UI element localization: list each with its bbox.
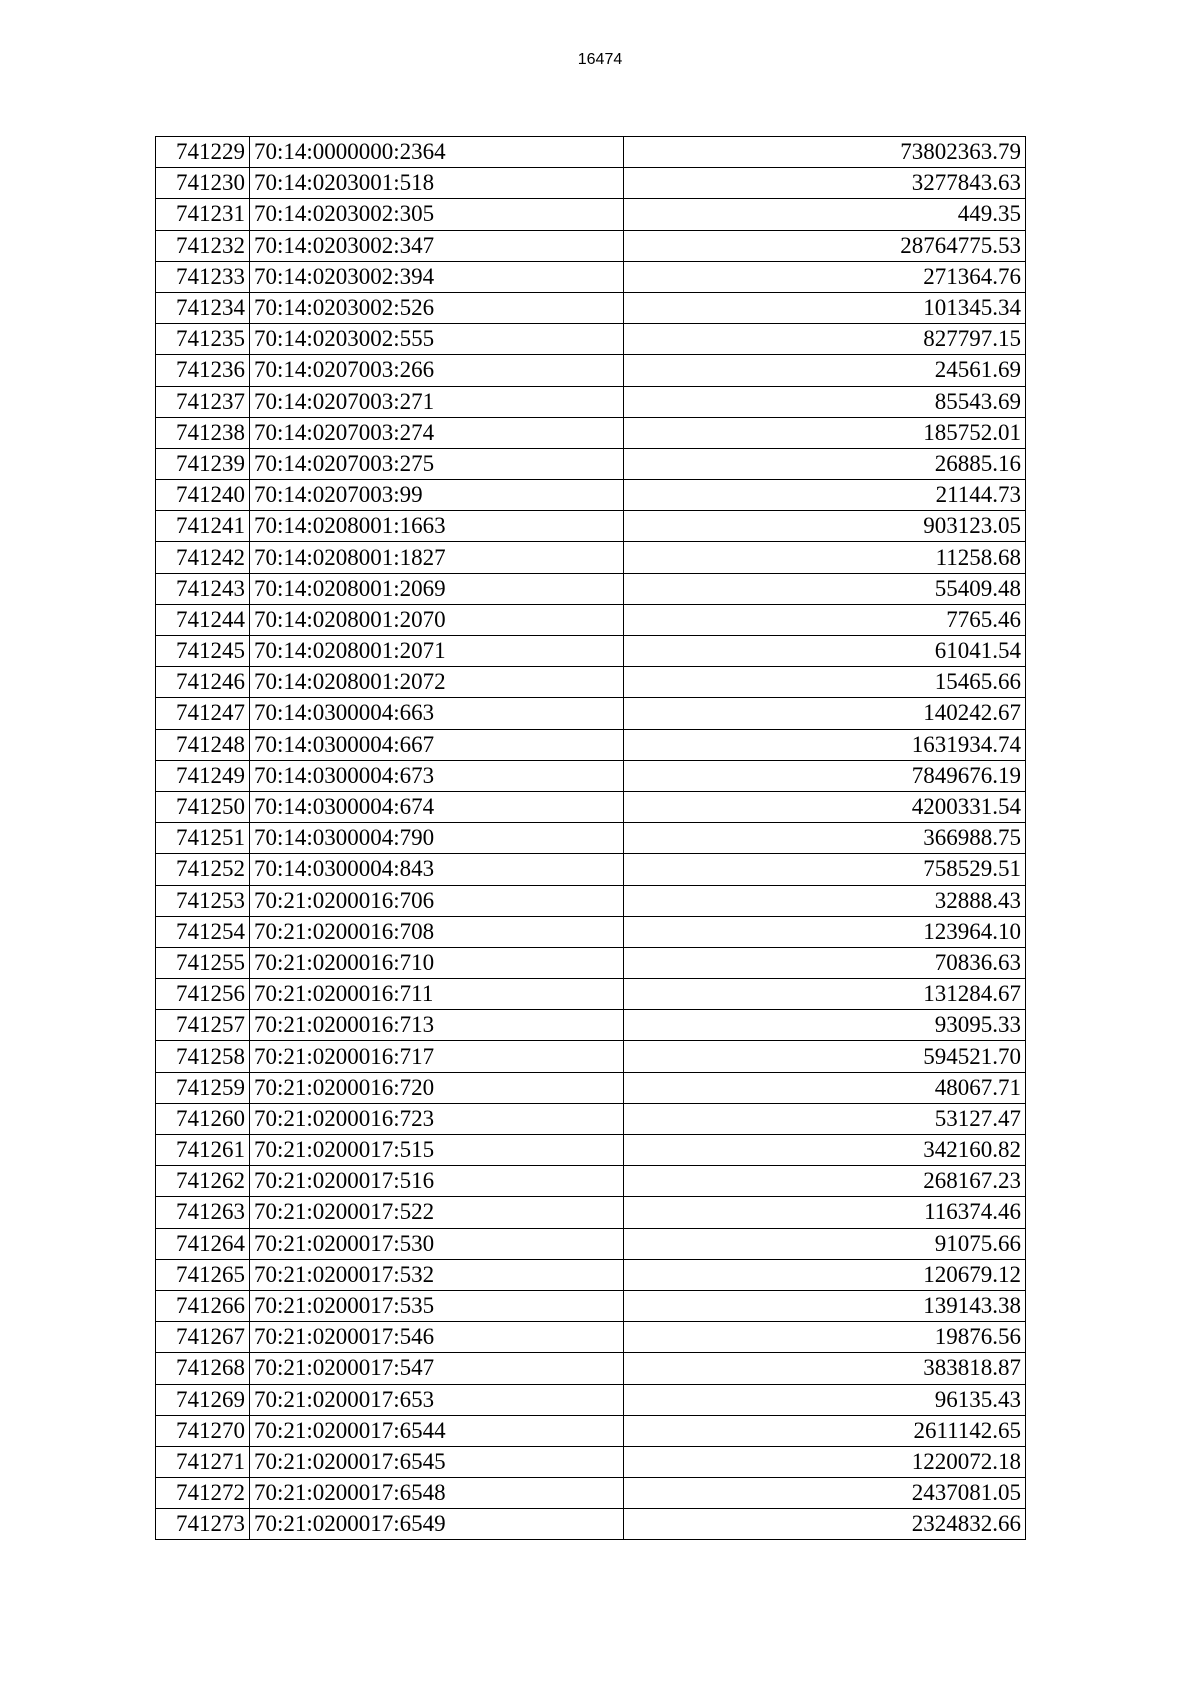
cadastral-value-cell: 93095.33 <box>624 1010 1026 1041</box>
cadastral-number-cell: 70:21:0200017:532 <box>250 1259 624 1290</box>
cadastral-value-cell: 449.35 <box>624 199 1026 230</box>
record-number-cell: 741244 <box>156 604 250 635</box>
record-number-cell: 741249 <box>156 760 250 791</box>
cadastral-value-cell: 131284.67 <box>624 979 1026 1010</box>
cadastral-value-cell: 91075.66 <box>624 1228 1026 1259</box>
cadastral-value-cell: 61041.54 <box>624 636 1026 667</box>
cadastral-value-cell: 7849676.19 <box>624 760 1026 791</box>
table-row <box>156 448 1026 479</box>
record-number-cell: 741265 <box>156 1259 250 1290</box>
cadastral-number-cell: 70:14:0203002:305 <box>250 199 624 230</box>
cadastral-number-cell: 70:14:0203002:526 <box>250 292 624 323</box>
cadastral-number-cell: 70:14:0208001:2070 <box>250 604 624 635</box>
cadastral-number-cell: 70:14:0300004:663 <box>250 698 624 729</box>
cadastral-value-cell: 21144.73 <box>624 480 1026 511</box>
cadastral-value-cell: 101345.34 <box>624 292 1026 323</box>
record-number-cell: 741246 <box>156 667 250 698</box>
cadastral-number-cell: 70:21:0200016:711 <box>250 979 624 1010</box>
record-number-cell: 741241 <box>156 511 250 542</box>
cadastral-number-cell: 70:14:0000000:2364 <box>250 137 624 168</box>
table-row <box>156 1072 1026 1103</box>
cadastral-value-cell: 139143.38 <box>624 1290 1026 1321</box>
record-number-cell: 741260 <box>156 1103 250 1134</box>
cadastral-number-cell: 70:21:0200016:723 <box>250 1103 624 1134</box>
cadastral-number-cell: 70:21:0200016:710 <box>250 947 624 978</box>
table-row <box>156 1290 1026 1321</box>
cadastral-number-cell: 70:21:0200017:530 <box>250 1228 624 1259</box>
cadastral-value-cell: 2437081.05 <box>624 1478 1026 1509</box>
cadastral-number-cell: 70:21:0200017:522 <box>250 1197 624 1228</box>
cadastral-value-cell: 4200331.54 <box>624 791 1026 822</box>
record-number-cell: 741239 <box>156 448 250 479</box>
cadastral-value-cell: 15465.66 <box>624 667 1026 698</box>
cadastral-number-cell: 70:21:0200017:546 <box>250 1322 624 1353</box>
table-row <box>156 1259 1026 1290</box>
cadastral-number-cell: 70:14:0203002:555 <box>250 324 624 355</box>
cadastral-number-cell: 70:14:0203002:347 <box>250 230 624 261</box>
table-row <box>156 355 1026 386</box>
record-number-cell: 741256 <box>156 979 250 1010</box>
cadastral-value-cell: 2611142.65 <box>624 1415 1026 1446</box>
table-row <box>156 1228 1026 1259</box>
record-number-cell: 741250 <box>156 791 250 822</box>
table-row <box>156 386 1026 417</box>
record-number-cell: 741268 <box>156 1353 250 1384</box>
table-row <box>156 1353 1026 1384</box>
table-row <box>156 791 1026 822</box>
table-row <box>156 199 1026 230</box>
record-number-cell: 741273 <box>156 1509 250 1540</box>
record-number-cell: 741247 <box>156 698 250 729</box>
record-number-cell: 741270 <box>156 1415 250 1446</box>
record-number-cell: 741233 <box>156 261 250 292</box>
table-row <box>156 1103 1026 1134</box>
cadastral-value-cell: 85543.69 <box>624 386 1026 417</box>
cadastral-value-cell: 140242.67 <box>624 698 1026 729</box>
record-number-cell: 741261 <box>156 1135 250 1166</box>
cadastral-number-cell: 70:14:0207003:99 <box>250 480 624 511</box>
cadastral-number-cell: 70:14:0208001:2069 <box>250 573 624 604</box>
record-number-cell: 741237 <box>156 386 250 417</box>
record-number-cell: 741253 <box>156 885 250 916</box>
record-number-cell: 741267 <box>156 1322 250 1353</box>
cadastral-value-cell: 185752.01 <box>624 417 1026 448</box>
cadastral-number-cell: 70:14:0203001:518 <box>250 168 624 199</box>
cadastral-value-cell: 96135.43 <box>624 1384 1026 1415</box>
cadastral-number-cell: 70:14:0208001:1827 <box>250 542 624 573</box>
cadastral-number-cell: 70:21:0200017:6548 <box>250 1478 624 1509</box>
cadastral-value-cell: 366988.75 <box>624 823 1026 854</box>
cadastral-value-cell: 3277843.63 <box>624 168 1026 199</box>
cadastral-number-cell: 70:21:0200016:706 <box>250 885 624 916</box>
cadastral-value-cell: 55409.48 <box>624 573 1026 604</box>
cadastral-number-cell: 70:14:0207003:274 <box>250 417 624 448</box>
table-row <box>156 916 1026 947</box>
table-row <box>156 168 1026 199</box>
record-number-cell: 741242 <box>156 542 250 573</box>
table-row <box>156 1010 1026 1041</box>
table-row <box>156 885 1026 916</box>
table-row <box>156 1322 1026 1353</box>
cadastral-value-cell: 268167.23 <box>624 1166 1026 1197</box>
page-number: 16474 <box>577 51 623 68</box>
cadastral-value-cell: 903123.05 <box>624 511 1026 542</box>
record-number-cell: 741271 <box>156 1446 250 1477</box>
record-number-cell: 741234 <box>156 292 250 323</box>
cadastral-number-cell: 70:14:0203002:394 <box>250 261 624 292</box>
table-row <box>156 636 1026 667</box>
table-row <box>156 760 1026 791</box>
table-row <box>156 1415 1026 1446</box>
cadastral-value-cell: 11258.68 <box>624 542 1026 573</box>
cadastral-value-cell: 116374.46 <box>624 1197 1026 1228</box>
cadastral-number-cell: 70:14:0208001:2072 <box>250 667 624 698</box>
table-row <box>156 137 1026 168</box>
table-row <box>156 1478 1026 1509</box>
table-row <box>156 823 1026 854</box>
record-number-cell: 741231 <box>156 199 250 230</box>
table-row <box>156 1166 1026 1197</box>
cadastral-number-cell: 70:21:0200017:6545 <box>250 1446 624 1477</box>
table-row <box>156 573 1026 604</box>
cadastral-number-cell: 70:14:0300004:667 <box>250 729 624 760</box>
record-number-cell: 741236 <box>156 355 250 386</box>
table-row <box>156 1509 1026 1540</box>
table-row <box>156 542 1026 573</box>
cadastral-value-cell: 19876.56 <box>624 1322 1026 1353</box>
record-number-cell: 741252 <box>156 854 250 885</box>
table-row <box>156 979 1026 1010</box>
cadastral-number-cell: 70:21:0200017:653 <box>250 1384 624 1415</box>
cadastral-value-cell: 2324832.66 <box>624 1509 1026 1540</box>
record-number-cell: 741264 <box>156 1228 250 1259</box>
record-number-cell: 741263 <box>156 1197 250 1228</box>
record-number-cell: 741255 <box>156 947 250 978</box>
cadastral-value-cell: 28764775.53 <box>624 230 1026 261</box>
cadastral-value-cell: 827797.15 <box>624 324 1026 355</box>
cadastral-value-cell: 7765.46 <box>624 604 1026 635</box>
cadastral-value-cell: 53127.47 <box>624 1103 1026 1134</box>
cadastral-value-cell: 342160.82 <box>624 1135 1026 1166</box>
cadastral-number-cell: 70:21:0200016:717 <box>250 1041 624 1072</box>
record-number-cell: 741254 <box>156 916 250 947</box>
record-number-cell: 741243 <box>156 573 250 604</box>
record-number-cell: 741245 <box>156 636 250 667</box>
table-row <box>156 480 1026 511</box>
table-body <box>156 137 1026 1540</box>
record-number-cell: 741232 <box>156 230 250 261</box>
cadastral-number-cell: 70:14:0208001:1663 <box>250 511 624 542</box>
record-number-cell: 741259 <box>156 1072 250 1103</box>
cadastral-number-cell: 70:21:0200017:535 <box>250 1290 624 1321</box>
record-number-cell: 741251 <box>156 823 250 854</box>
cadastral-number-cell: 70:14:0207003:275 <box>250 448 624 479</box>
cadastral-number-cell: 70:14:0300004:790 <box>250 823 624 854</box>
cadastral-number-cell: 70:14:0300004:843 <box>250 854 624 885</box>
cadastral-number-cell: 70:21:0200016:713 <box>250 1010 624 1041</box>
table-row <box>156 417 1026 448</box>
table-row <box>156 1135 1026 1166</box>
record-number-cell: 741229 <box>156 137 250 168</box>
cadastral-value-cell: 26885.16 <box>624 448 1026 479</box>
cadastral-value-cell: 70836.63 <box>624 947 1026 978</box>
cadastral-value-cell: 271364.76 <box>624 261 1026 292</box>
cadastral-value-cell: 383818.87 <box>624 1353 1026 1384</box>
record-number-cell: 741258 <box>156 1041 250 1072</box>
cadastral-number-cell: 70:21:0200017:6549 <box>250 1509 624 1540</box>
record-number-cell: 741262 <box>156 1166 250 1197</box>
cadastral-value-cell: 758529.51 <box>624 854 1026 885</box>
table-row <box>156 1384 1026 1415</box>
cadastral-number-cell: 70:14:0300004:673 <box>250 760 624 791</box>
cadastral-number-cell: 70:14:0207003:271 <box>250 386 624 417</box>
record-number-cell: 741257 <box>156 1010 250 1041</box>
table-row <box>156 667 1026 698</box>
cadastral-number-cell: 70:21:0200017:547 <box>250 1353 624 1384</box>
cadastral-value-cell: 73802363.79 <box>624 137 1026 168</box>
cadastral-value-cell: 1631934.74 <box>624 729 1026 760</box>
cadastral-number-cell: 70:14:0207003:266 <box>250 355 624 386</box>
table-row <box>156 604 1026 635</box>
table-row <box>156 854 1026 885</box>
record-number-cell: 741248 <box>156 729 250 760</box>
record-number-cell: 741230 <box>156 168 250 199</box>
table-row <box>156 698 1026 729</box>
table-row <box>156 1446 1026 1477</box>
table-row <box>156 729 1026 760</box>
cadastral-value-table <box>155 136 1026 1540</box>
table-row <box>156 292 1026 323</box>
cadastral-value-cell: 48067.71 <box>624 1072 1026 1103</box>
table-row <box>156 324 1026 355</box>
record-number-cell: 741269 <box>156 1384 250 1415</box>
table-row <box>156 1041 1026 1072</box>
cadastral-value-cell: 594521.70 <box>624 1041 1026 1072</box>
cadastral-number-cell: 70:14:0300004:674 <box>250 791 624 822</box>
cadastral-number-cell: 70:21:0200017:516 <box>250 1166 624 1197</box>
record-number-cell: 741238 <box>156 417 250 448</box>
record-number-cell: 741266 <box>156 1290 250 1321</box>
table-row <box>156 230 1026 261</box>
cadastral-value-cell: 32888.43 <box>624 885 1026 916</box>
record-number-cell: 741272 <box>156 1478 250 1509</box>
table-row <box>156 261 1026 292</box>
cadastral-value-cell: 24561.69 <box>624 355 1026 386</box>
cadastral-number-cell: 70:21:0200017:515 <box>250 1135 624 1166</box>
cadastral-number-cell: 70:21:0200016:720 <box>250 1072 624 1103</box>
cadastral-number-cell: 70:14:0208001:2071 <box>250 636 624 667</box>
table-row <box>156 511 1026 542</box>
record-number-cell: 741240 <box>156 480 250 511</box>
table-row <box>156 947 1026 978</box>
table-row <box>156 1197 1026 1228</box>
cadastral-value-cell: 1220072.18 <box>624 1446 1026 1477</box>
record-number-cell: 741235 <box>156 324 250 355</box>
cadastral-value-cell: 120679.12 <box>624 1259 1026 1290</box>
cadastral-number-cell: 70:21:0200016:708 <box>250 916 624 947</box>
cadastral-number-cell: 70:21:0200017:6544 <box>250 1415 624 1446</box>
cadastral-value-cell: 123964.10 <box>624 916 1026 947</box>
